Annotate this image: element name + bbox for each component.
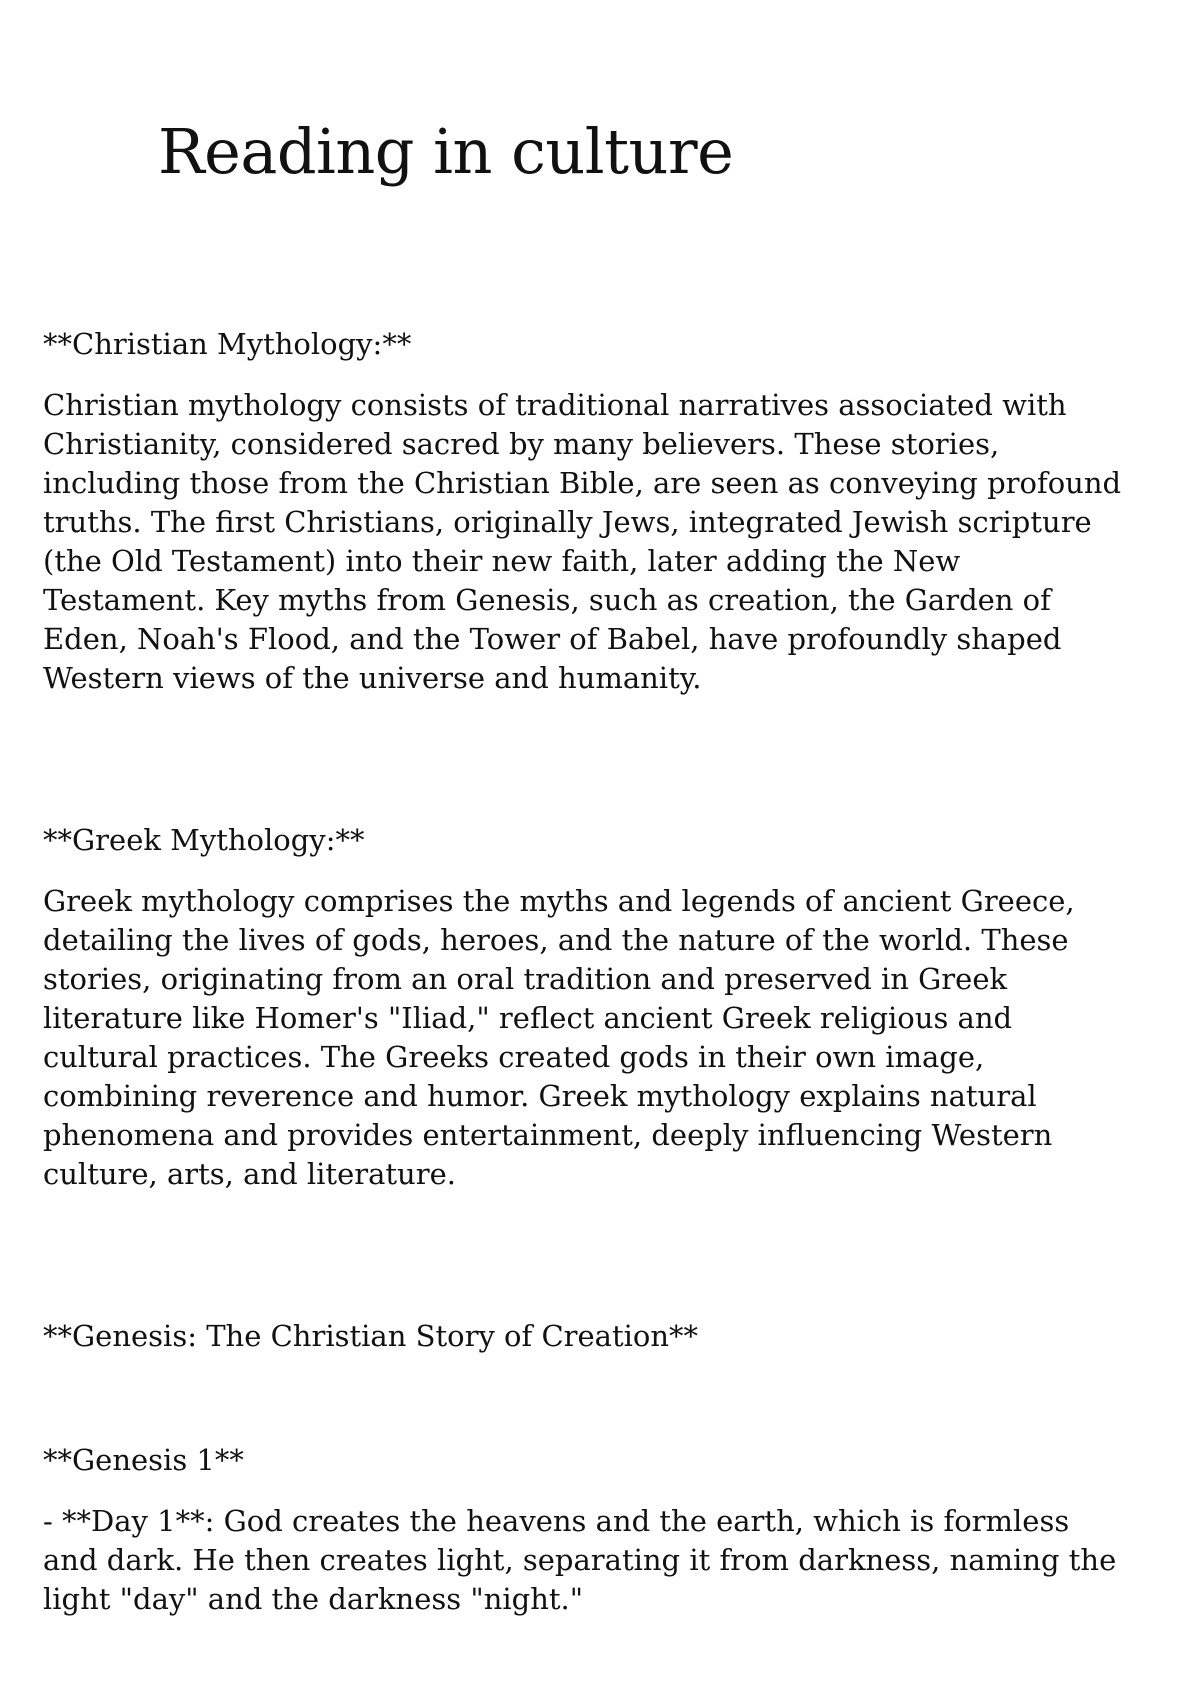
- section-christian-mythology: [43, 324, 1123, 698]
- section-heading: **Greek Mythology:**: [43, 823, 365, 857]
- section-genesis-1: [43, 1440, 1123, 1619]
- section-heading: **Christian Mythology:**: [43, 327, 412, 361]
- section-heading: **Genesis 1**: [43, 1443, 244, 1477]
- section-heading: **Genesis: The Christian Story of Creation**: [43, 1319, 699, 1353]
- section-greek-mythology: [43, 820, 1123, 1194]
- section-genesis-creation: [43, 1316, 1123, 1356]
- section-paragraph: Christian mythology consists of traditional narratives associated with Christianity, considered sacred by many believers. These stories, including those from the Christian Bible, are seen as conveying profound truths. The first Christians, originally Jews, integrated Jewish scripture (the Old Testament) into their new faith, later adding the New Testament. Key myths from Genesis, such as creation, the Garden of Eden, Noah's Flood, and the Tower of Babel, have profoundly shaped Western views of the universe and humanity.: [43, 388, 1122, 695]
- section-paragraph: - **Day 1**: God creates the heavens and the earth, which is formless and dark. He then creates light, separating it from darkness, naming the light "day" and the darkness "night.": [43, 1504, 1117, 1616]
- section-paragraph: Greek mythology comprises the myths and legends of ancient Greece, detailing the lives of gods, heroes, and the nature of the world. These stories, originating from an oral tradition and preserved in Greek literature like Homer's "Iliad," reflect ancient Greek religious and cultural practices. The Greeks created gods in their own image, combining reverence and humor. Greek mythology explains natural phenomena and provides entertainment, deeply influencing Western culture, arts, and literature.: [43, 884, 1075, 1191]
- document-title: Reading in culture: [158, 115, 734, 188]
